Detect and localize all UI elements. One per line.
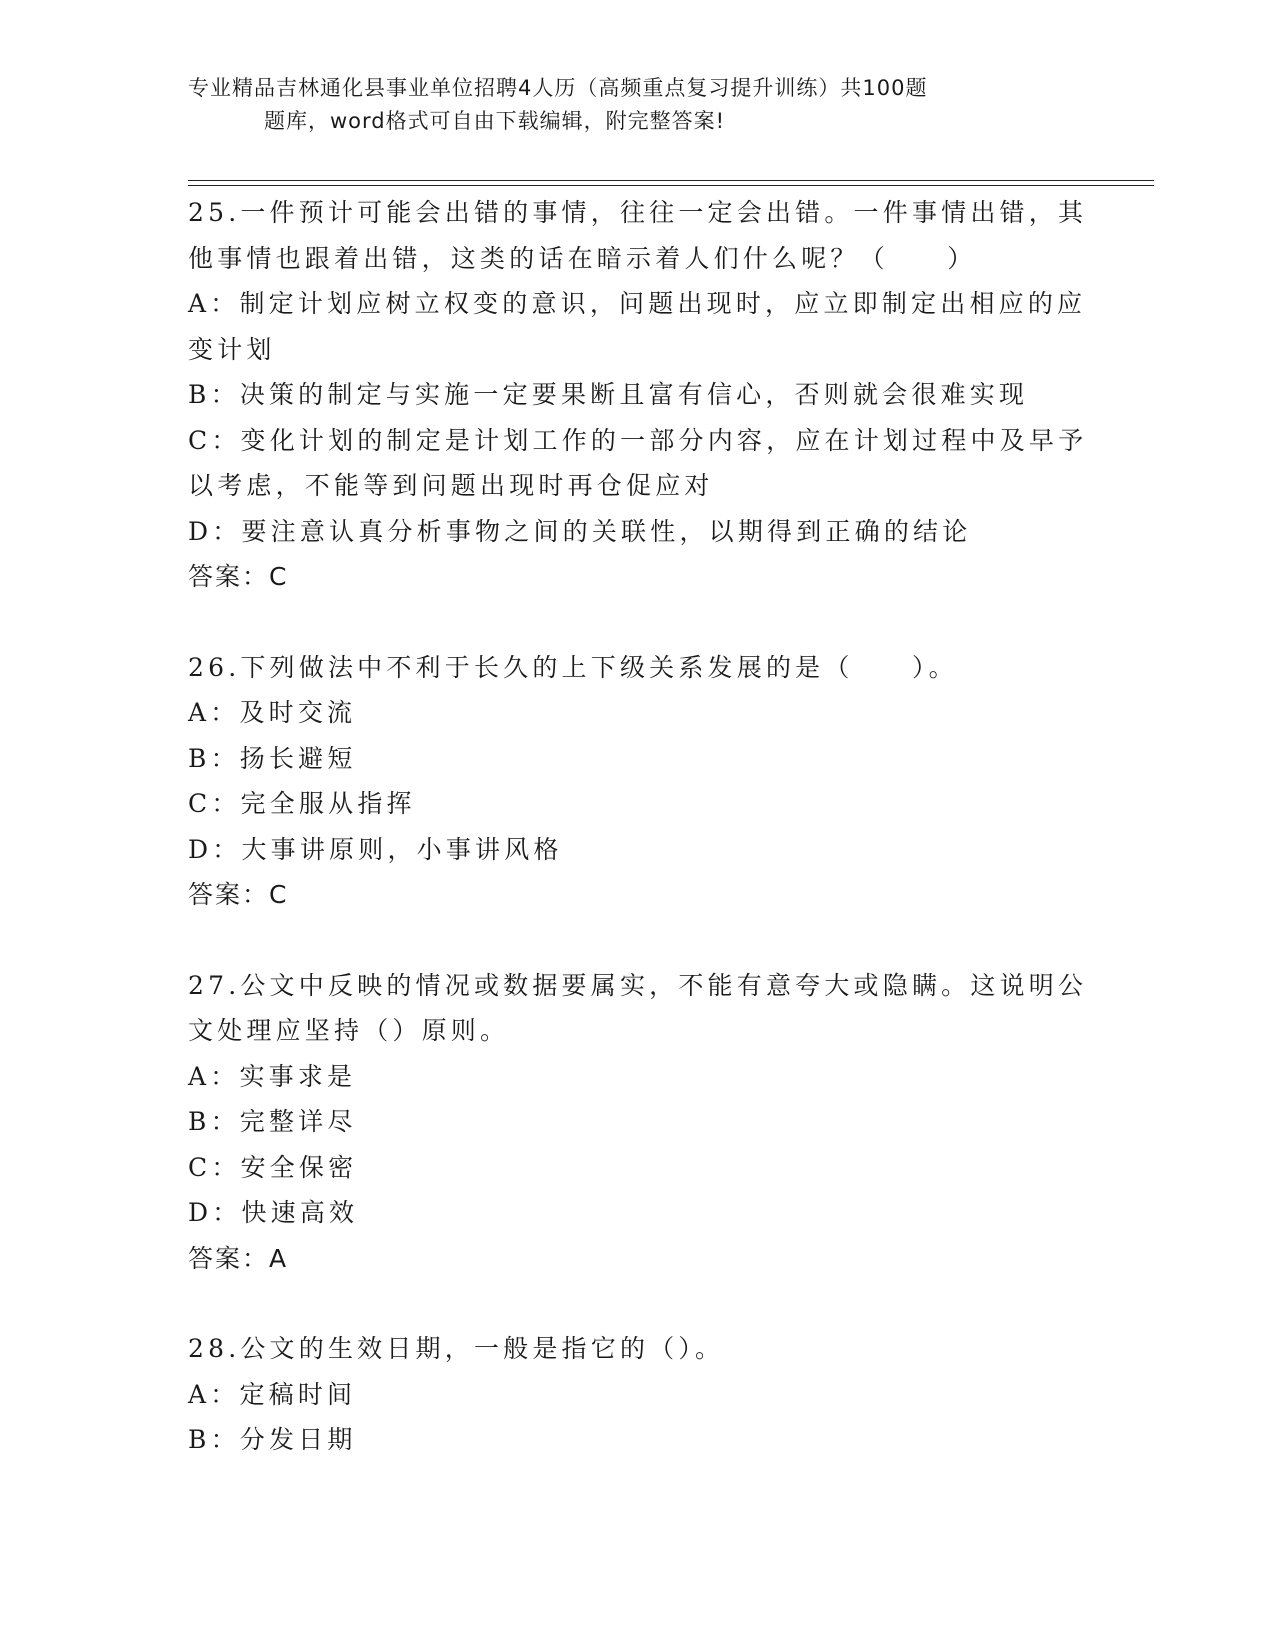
option-a: A：定稿时间 <box>188 1379 357 1409</box>
option-a: A：制定计划应树立权变的意识，问题出现时，应立即制定出相应的应变计划 <box>188 289 1087 364</box>
option-d: D：快速高效 <box>188 1198 359 1227</box>
option-c: C：变化计划的制定是计划工作的一部分内容，应在计划过程中及早予以考虑，不能等到问题出现时再仓促应对 <box>188 425 1088 500</box>
option-b: B：决策的制定与实施一定要果断且富有信心，否则就会很难实现 <box>188 380 1029 409</box>
option-d: D：大事讲原则，小事讲风格 <box>188 834 563 864</box>
header-title-line-2: 题库，word格式可自由下载编辑，附完整答案! <box>264 109 726 133</box>
header-divider-bottom <box>188 185 1154 186</box>
question-25 <box>188 190 1088 600</box>
question-stem: 28.公文的生效日期，一般是指它的（）。 <box>188 1334 725 1363</box>
question-28 <box>188 1326 1088 1463</box>
question-stem: 27.公文中反映的情况或数据要属实，不能有意夸大或隐瞒。这说明公文处理应坚持（）原则。 <box>188 970 1088 1045</box>
option-c: C：完全服从指挥 <box>188 789 416 818</box>
question-stem: 26.下列做法中不利于长久的上下级关系发展的是（ ）。 <box>188 652 958 682</box>
answer-line: 答案：C <box>188 562 289 591</box>
answer-line: 答案：C <box>188 880 289 909</box>
option-b: B：完整详尽 <box>188 1107 357 1136</box>
answer-line: 答案：A <box>188 1243 289 1273</box>
question-27 <box>188 963 1088 1282</box>
header-title-line-1: 专业精品吉林通化县事业单位招聘4人历（高频重点复习提升训练）共100题 <box>188 76 928 100</box>
option-b: B：扬长避短 <box>188 743 357 773</box>
document-header <box>188 72 1068 138</box>
option-b: B：分发日期 <box>188 1425 357 1454</box>
option-c: C：安全保密 <box>188 1152 358 1182</box>
option-a: A：及时交流 <box>188 698 357 727</box>
option-a: A：实事求是 <box>188 1061 357 1091</box>
header-divider-top <box>188 180 1154 181</box>
option-d: D：要注意认真分析事物之间的关联性，以期得到正确的结论 <box>188 516 972 546</box>
question-26 <box>188 645 1088 918</box>
question-stem: 25.一件预计可能会出错的事情，往往一定会出错。一件事情出错，其他事情也跟着出错，这类的话在暗示着人们什么呢？（ ） <box>188 198 1088 273</box>
question-list <box>188 190 1088 1508</box>
